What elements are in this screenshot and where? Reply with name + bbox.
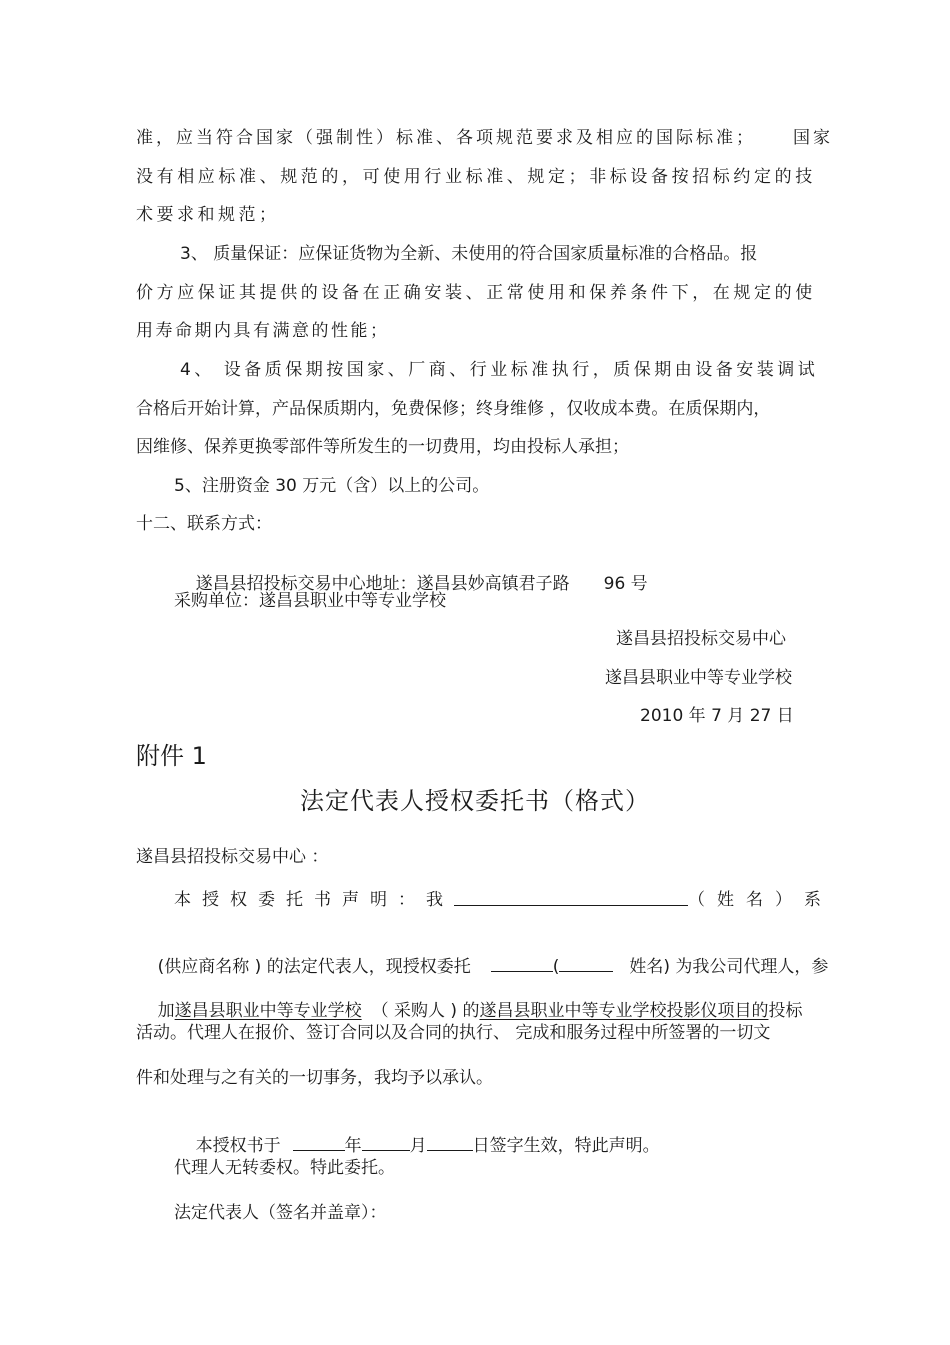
spec-line-1-end: 国家 [793,128,833,148]
spec-line-3: 术要求和规范； [136,205,280,225]
item4-line-3: 因维修、保养更换零部件等所发生的一切费用，均由投标人承担； [136,437,629,457]
declaration-supplier: (供应商名称 ) 的法定代表人，现授权委托 [157,957,471,977]
month-label: 月 [409,1136,427,1156]
declaration-line-1 [136,889,833,911]
purchaser-name: 遂昌县职业中等专业学校 [174,1001,362,1021]
spec-line-1 [136,127,833,149]
declaration-line-5: 件和处理与之有关的一切事务，我均予以承认。 [136,1068,493,1088]
item5: 5、注册资金 30 万元（含）以上的公司。 [174,476,490,496]
agent-name-blank[interactable] [559,955,613,972]
item3-line-1: 3、 质量保证：应保证货物为全新、未使用的符合国家质量标准的合格品。报 [180,244,758,264]
project-name: 遂昌县职业中等专业学校投影仪项目的 [479,1001,769,1021]
signature-date: 2010 年 7 月 27 日 [640,706,794,726]
document-title: 法定代表人授权委托书（格式） [300,787,650,815]
legal-rep-signature: 法定代表人（签名并盖章）： [174,1203,387,1223]
spec-line-1-text: 准，应当符合国家（强制性）标准、各项规范要求及相应的国际标准； [136,128,756,148]
attachment-label: 附件 1 [136,742,207,770]
contact-address-label: 遂昌县招投标交易中心地址：遂昌县妙高镇君子路 [195,574,570,594]
declaration-line-4: 活动。代理人在报价、签订合同以及合同的执行、 完成和服务过程中所签署的一切文 [136,1023,771,1043]
declaration-name-suffix: （姓名）系 [688,890,833,910]
item3-line-3: 用寿命期内具有满意的性能； [136,321,390,341]
declaration-paren: ( [552,957,560,977]
item4-line-1: 4、 设备质保期按国家、厂商、行业标准执行，质保期由设备安装调试 [180,360,819,380]
agent-blank[interactable] [491,955,553,972]
contact-address-number: 96 号 [603,574,648,594]
item3-line-2: 价方应保证其提供的设备在正确安装、正常使用和保养条件下，在规定的使 [136,283,816,303]
declaration-intro: 本授权委托书声明：我 [174,890,454,910]
month-blank[interactable] [362,1134,410,1151]
year-label: 年 [344,1136,362,1156]
effective-intro: 本授权书于 [195,1136,281,1156]
contact-buyer: 采购单位：遂昌县职业中等专业学校 [174,591,446,611]
spec-line-2: 没有相应标准、规范的，可使用行业标准、规定；非标设备按招标约定的技 [136,167,816,187]
declaration-bid: 投标 [768,1001,803,1021]
year-blank[interactable] [293,1134,345,1151]
day-blank[interactable] [427,1134,473,1151]
name-blank-1[interactable] [454,889,688,906]
declaration-join: 加 [157,1001,175,1021]
addressee: 遂昌县招投标交易中心 ： [136,847,329,867]
no-subdelegation: 代理人无转委权。特此委托。 [174,1158,395,1178]
effective-outro: 日签字生效，特此声明。 [472,1136,660,1156]
item4-line-2: 合格后开始计算，产品保质期内，免费保修；终身维修 ，仅收成本费。在质保期内， [136,399,771,419]
signature-org-1: 遂昌县招投标交易中心 [616,629,786,649]
contact-heading: 十二、联系方式： [136,514,272,534]
declaration-agent: 姓名) 为我公司代理人，参 [629,957,829,977]
declaration-purchaser: （ 采购人 ) 的 [371,1001,480,1021]
signature-org-2: 遂昌县职业中等专业学校 [605,668,792,688]
